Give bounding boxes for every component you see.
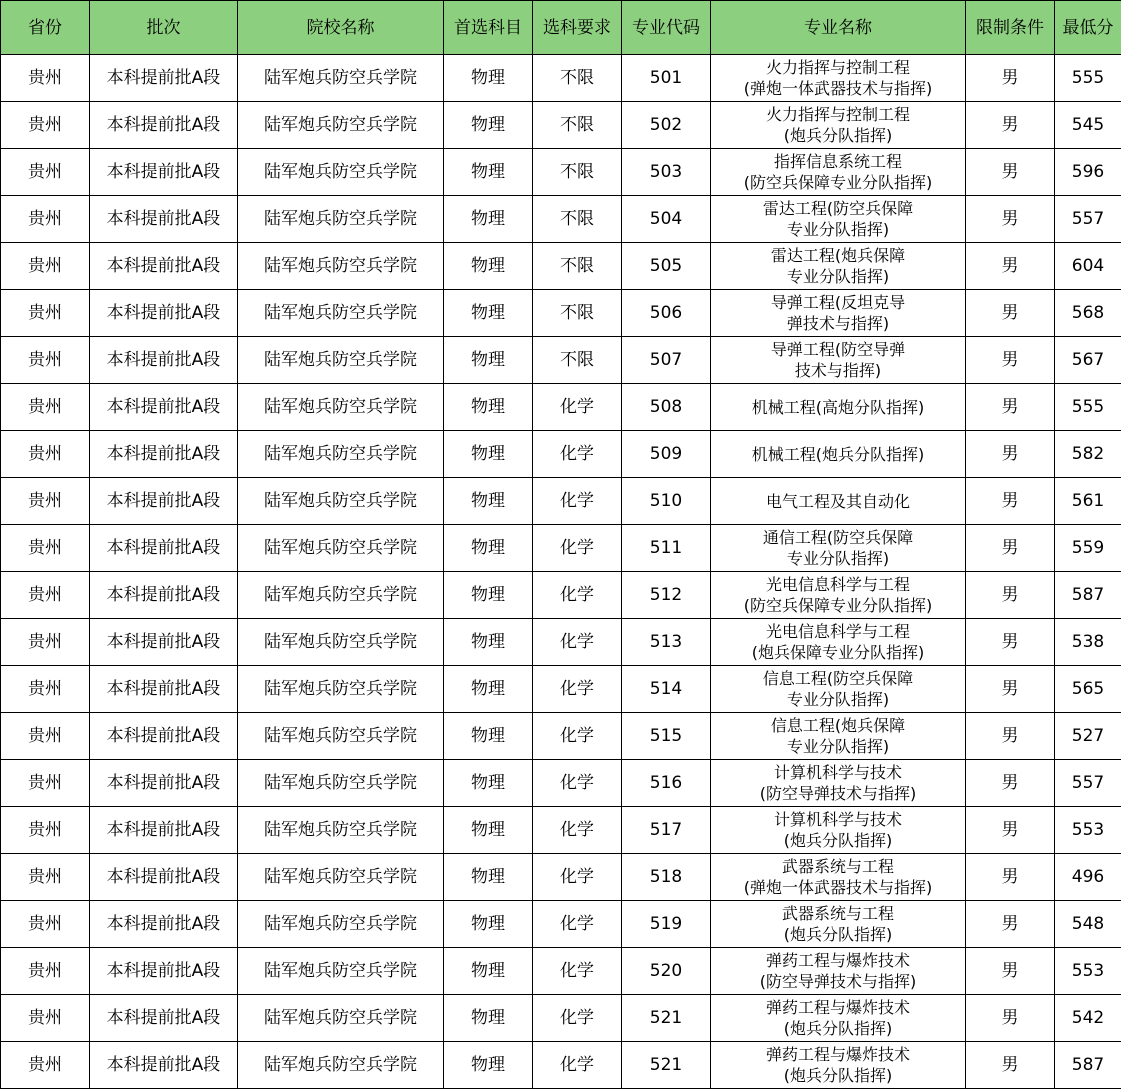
- cell-limit: 男: [966, 196, 1055, 243]
- cell-school: 陆军炮兵防空兵学院: [238, 525, 444, 572]
- cell-first-subject: 物理: [444, 431, 533, 478]
- cell-province: 贵州: [1, 901, 90, 948]
- cell-min-score: 587: [1055, 1042, 1121, 1089]
- cell-major-code: 517: [622, 807, 711, 854]
- cell-major-code: 513: [622, 619, 711, 666]
- cell-major-name: [711, 384, 966, 431]
- cell-major-code: 518: [622, 854, 711, 901]
- cell-limit: 男: [966, 760, 1055, 807]
- cell-major-code: 503: [622, 149, 711, 196]
- cell-limit: 男: [966, 102, 1055, 149]
- major-name-line-1: 信息工程(防空兵保障: [711, 668, 965, 689]
- cell-limit: 男: [966, 713, 1055, 760]
- cell-major-name: [711, 1042, 966, 1089]
- major-name-line-1: 弹药工程与爆炸技术: [711, 1044, 965, 1065]
- major-name-line-1: 机械工程(高炮分队指挥): [711, 397, 965, 418]
- major-name-line-1: 雷达工程(防空兵保障: [711, 198, 965, 219]
- cell-major-code: 512: [622, 572, 711, 619]
- cell-requirement: 化学: [533, 807, 622, 854]
- cell-school: 陆军炮兵防空兵学院: [238, 1042, 444, 1089]
- table-row: [1, 337, 1121, 384]
- major-name-line-1: 信息工程(炮兵保障: [711, 715, 965, 736]
- cell-requirement: 化学: [533, 619, 622, 666]
- major-name-line-1: 指挥信息系统工程: [711, 151, 965, 172]
- cell-min-score: 557: [1055, 760, 1121, 807]
- cell-school: 陆军炮兵防空兵学院: [238, 760, 444, 807]
- cell-province: 贵州: [1, 290, 90, 337]
- cell-batch: 本科提前批A段: [90, 55, 238, 102]
- cell-limit: 男: [966, 619, 1055, 666]
- table-header: [1, 1, 1121, 55]
- cell-min-score: 548: [1055, 901, 1121, 948]
- major-name-line-2: (弹炮一体武器技术与指挥): [711, 877, 965, 898]
- cell-limit: 男: [966, 901, 1055, 948]
- major-name-line-1: 弹药工程与爆炸技术: [711, 997, 965, 1018]
- major-name-line-2: (炮兵保障专业分队指挥): [711, 642, 965, 663]
- cell-province: 贵州: [1, 525, 90, 572]
- cell-min-score: 561: [1055, 478, 1121, 525]
- cell-first-subject: 物理: [444, 572, 533, 619]
- cell-major-code: 501: [622, 55, 711, 102]
- cell-min-score: 542: [1055, 995, 1121, 1042]
- cell-school: 陆军炮兵防空兵学院: [238, 243, 444, 290]
- cell-requirement: 不限: [533, 149, 622, 196]
- cell-school: 陆军炮兵防空兵学院: [238, 619, 444, 666]
- cell-batch: 本科提前批A段: [90, 948, 238, 995]
- cell-batch: 本科提前批A段: [90, 995, 238, 1042]
- cell-limit: 男: [966, 854, 1055, 901]
- table-row: [1, 572, 1121, 619]
- major-name-line-2: (炮兵分队指挥): [711, 830, 965, 851]
- cell-requirement: 化学: [533, 854, 622, 901]
- cell-province: 贵州: [1, 149, 90, 196]
- cell-school: 陆军炮兵防空兵学院: [238, 478, 444, 525]
- major-name-line-1: 光电信息科学与工程: [711, 621, 965, 642]
- cell-school: 陆军炮兵防空兵学院: [238, 901, 444, 948]
- table-row: [1, 55, 1121, 102]
- cell-major-name: [711, 243, 966, 290]
- cell-first-subject: 物理: [444, 1042, 533, 1089]
- cell-min-score: 553: [1055, 948, 1121, 995]
- major-name-line-2: (炮兵分队指挥): [711, 924, 965, 945]
- cell-school: 陆军炮兵防空兵学院: [238, 666, 444, 713]
- cell-limit: 男: [966, 1042, 1055, 1089]
- cell-school: 陆军炮兵防空兵学院: [238, 149, 444, 196]
- cell-limit: 男: [966, 243, 1055, 290]
- header-province: 省份: [1, 1, 90, 55]
- major-name-line-1: 电气工程及其自动化: [711, 491, 965, 512]
- major-name-line-2: (弹炮一体武器技术与指挥): [711, 78, 965, 99]
- cell-requirement: 化学: [533, 760, 622, 807]
- cell-min-score: 538: [1055, 619, 1121, 666]
- cell-batch: 本科提前批A段: [90, 478, 238, 525]
- cell-province: 贵州: [1, 854, 90, 901]
- header-school: 院校名称: [238, 1, 444, 55]
- cell-first-subject: 物理: [444, 995, 533, 1042]
- cell-first-subject: 物理: [444, 243, 533, 290]
- cell-min-score: 568: [1055, 290, 1121, 337]
- cell-requirement: 化学: [533, 995, 622, 1042]
- cell-first-subject: 物理: [444, 102, 533, 149]
- cell-school: 陆军炮兵防空兵学院: [238, 948, 444, 995]
- cell-limit: 男: [966, 149, 1055, 196]
- cell-first-subject: 物理: [444, 290, 533, 337]
- cell-major-code: 509: [622, 431, 711, 478]
- cell-batch: 本科提前批A段: [90, 243, 238, 290]
- cell-first-subject: 物理: [444, 525, 533, 572]
- cell-major-name: [711, 525, 966, 572]
- major-name-line-1: 通信工程(防空兵保障: [711, 527, 965, 548]
- cell-major-name: [711, 478, 966, 525]
- cell-province: 贵州: [1, 713, 90, 760]
- cell-first-subject: 物理: [444, 948, 533, 995]
- cell-batch: 本科提前批A段: [90, 713, 238, 760]
- cell-province: 贵州: [1, 478, 90, 525]
- cell-province: 贵州: [1, 102, 90, 149]
- cell-batch: 本科提前批A段: [90, 102, 238, 149]
- cell-province: 贵州: [1, 337, 90, 384]
- major-name-line-2: 专业分队指挥): [711, 219, 965, 240]
- cell-limit: 男: [966, 478, 1055, 525]
- cell-requirement: 不限: [533, 337, 622, 384]
- cell-limit: 男: [966, 666, 1055, 713]
- cell-major-name: [711, 807, 966, 854]
- cell-requirement: 不限: [533, 290, 622, 337]
- cell-first-subject: 物理: [444, 807, 533, 854]
- cell-first-subject: 物理: [444, 901, 533, 948]
- cell-batch: 本科提前批A段: [90, 807, 238, 854]
- cell-requirement: 不限: [533, 243, 622, 290]
- header-min-score: 最低分: [1055, 1, 1121, 55]
- cell-requirement: 化学: [533, 572, 622, 619]
- cell-major-name: [711, 948, 966, 995]
- cell-min-score: 567: [1055, 337, 1121, 384]
- cell-requirement: 不限: [533, 102, 622, 149]
- cell-requirement: 化学: [533, 1042, 622, 1089]
- cell-school: 陆军炮兵防空兵学院: [238, 807, 444, 854]
- header-requirement: 选科要求: [533, 1, 622, 55]
- cell-school: 陆军炮兵防空兵学院: [238, 995, 444, 1042]
- major-name-line-2: (炮兵分队指挥): [711, 125, 965, 146]
- major-name-line-2: 专业分队指挥): [711, 689, 965, 710]
- header-major-code: 专业代码: [622, 1, 711, 55]
- table-row: [1, 1042, 1121, 1089]
- major-name-line-2: 专业分队指挥): [711, 266, 965, 287]
- cell-requirement: 化学: [533, 525, 622, 572]
- cell-province: 贵州: [1, 948, 90, 995]
- header-first-subject: 首选科目: [444, 1, 533, 55]
- cell-min-score: 496: [1055, 854, 1121, 901]
- cell-province: 贵州: [1, 55, 90, 102]
- cell-major-name: [711, 196, 966, 243]
- major-name-line-1: 计算机科学与技术: [711, 809, 965, 830]
- cell-major-code: 504: [622, 196, 711, 243]
- major-name-line-2: (防空导弹技术与指挥): [711, 971, 965, 992]
- cell-requirement: 化学: [533, 666, 622, 713]
- cell-province: 贵州: [1, 619, 90, 666]
- cell-major-name: [711, 337, 966, 384]
- cell-major-name: [711, 760, 966, 807]
- cell-limit: 男: [966, 290, 1055, 337]
- cell-major-name: [711, 149, 966, 196]
- cell-major-name: [711, 619, 966, 666]
- major-name-line-2: 弹技术与指挥): [711, 313, 965, 334]
- cell-first-subject: 物理: [444, 196, 533, 243]
- major-name-line-2: (防空兵保障专业分队指挥): [711, 595, 965, 616]
- cell-major-name: [711, 55, 966, 102]
- header-batch: 批次: [90, 1, 238, 55]
- major-name-line-1: 弹药工程与爆炸技术: [711, 950, 965, 971]
- table-row: [1, 807, 1121, 854]
- table-row: [1, 525, 1121, 572]
- cell-min-score: 555: [1055, 55, 1121, 102]
- cell-major-name: [711, 572, 966, 619]
- table-row: [1, 102, 1121, 149]
- cell-limit: 男: [966, 995, 1055, 1042]
- cell-first-subject: 物理: [444, 149, 533, 196]
- table-body: [1, 55, 1121, 1089]
- cell-first-subject: 物理: [444, 384, 533, 431]
- cell-major-code: 511: [622, 525, 711, 572]
- cell-school: 陆军炮兵防空兵学院: [238, 431, 444, 478]
- major-name-line-1: 导弹工程(反坦克导: [711, 292, 965, 313]
- cell-requirement: 化学: [533, 384, 622, 431]
- cell-batch: 本科提前批A段: [90, 666, 238, 713]
- cell-min-score: 527: [1055, 713, 1121, 760]
- header-major-name: 专业名称: [711, 1, 966, 55]
- cell-batch: 本科提前批A段: [90, 901, 238, 948]
- table-row: [1, 384, 1121, 431]
- cell-province: 贵州: [1, 243, 90, 290]
- cell-min-score: 545: [1055, 102, 1121, 149]
- table-row: [1, 713, 1121, 760]
- table-row: [1, 196, 1121, 243]
- major-name-line-1: 火力指挥与控制工程: [711, 104, 965, 125]
- cell-batch: 本科提前批A段: [90, 431, 238, 478]
- cell-major-code: 514: [622, 666, 711, 713]
- cell-major-code: 521: [622, 1042, 711, 1089]
- cell-first-subject: 物理: [444, 55, 533, 102]
- cell-batch: 本科提前批A段: [90, 525, 238, 572]
- table-row: [1, 290, 1121, 337]
- cell-province: 贵州: [1, 807, 90, 854]
- cell-major-name: [711, 102, 966, 149]
- table-row: [1, 854, 1121, 901]
- cell-min-score: 559: [1055, 525, 1121, 572]
- cell-major-name: [711, 666, 966, 713]
- cell-major-code: 519: [622, 901, 711, 948]
- cell-first-subject: 物理: [444, 760, 533, 807]
- cell-requirement: 化学: [533, 948, 622, 995]
- cell-major-code: 505: [622, 243, 711, 290]
- cell-min-score: 557: [1055, 196, 1121, 243]
- table-row: [1, 901, 1121, 948]
- cell-min-score: 582: [1055, 431, 1121, 478]
- cell-major-code: 502: [622, 102, 711, 149]
- table-row: [1, 948, 1121, 995]
- cell-province: 贵州: [1, 995, 90, 1042]
- cell-batch: 本科提前批A段: [90, 384, 238, 431]
- major-name-line-2: 技术与指挥): [711, 360, 965, 381]
- table-row: [1, 666, 1121, 713]
- cell-first-subject: 物理: [444, 713, 533, 760]
- cell-major-code: 515: [622, 713, 711, 760]
- major-name-line-1: 武器系统与工程: [711, 856, 965, 877]
- table-row: [1, 760, 1121, 807]
- cell-major-name: [711, 901, 966, 948]
- cell-province: 贵州: [1, 666, 90, 713]
- table-row: [1, 478, 1121, 525]
- major-name-line-1: 计算机科学与技术: [711, 762, 965, 783]
- table-row: [1, 431, 1121, 478]
- cell-major-code: 521: [622, 995, 711, 1042]
- major-name-line-1: 武器系统与工程: [711, 903, 965, 924]
- major-name-line-2: (炮兵分队指挥): [711, 1065, 965, 1086]
- cell-requirement: 不限: [533, 55, 622, 102]
- header-limit: 限制条件: [966, 1, 1055, 55]
- major-name-line-1: 火力指挥与控制工程: [711, 57, 965, 78]
- cell-requirement: 化学: [533, 901, 622, 948]
- major-name-line-1: 雷达工程(炮兵保障: [711, 245, 965, 266]
- cell-major-code: 516: [622, 760, 711, 807]
- major-name-line-2: 专业分队指挥): [711, 548, 965, 569]
- table-row: [1, 619, 1121, 666]
- cell-requirement: 化学: [533, 431, 622, 478]
- cell-school: 陆军炮兵防空兵学院: [238, 290, 444, 337]
- cell-limit: 男: [966, 431, 1055, 478]
- cell-first-subject: 物理: [444, 854, 533, 901]
- cell-major-code: 507: [622, 337, 711, 384]
- cell-major-code: 508: [622, 384, 711, 431]
- major-name-line-2: (防空导弹技术与指挥): [711, 783, 965, 804]
- cell-requirement: 化学: [533, 713, 622, 760]
- cell-limit: 男: [966, 525, 1055, 572]
- cell-min-score: 604: [1055, 243, 1121, 290]
- cell-batch: 本科提前批A段: [90, 290, 238, 337]
- cell-school: 陆军炮兵防空兵学院: [238, 854, 444, 901]
- cell-school: 陆军炮兵防空兵学院: [238, 337, 444, 384]
- cell-limit: 男: [966, 572, 1055, 619]
- cell-province: 贵州: [1, 572, 90, 619]
- cell-major-code: 520: [622, 948, 711, 995]
- cell-batch: 本科提前批A段: [90, 760, 238, 807]
- header-row: [1, 1, 1121, 55]
- major-name-line-2: (防空兵保障专业分队指挥): [711, 172, 965, 193]
- cell-major-name: [711, 995, 966, 1042]
- cell-min-score: 553: [1055, 807, 1121, 854]
- cell-requirement: 不限: [533, 196, 622, 243]
- cell-major-name: [711, 713, 966, 760]
- cell-school: 陆军炮兵防空兵学院: [238, 384, 444, 431]
- table-row: [1, 995, 1121, 1042]
- cell-min-score: 587: [1055, 572, 1121, 619]
- cell-school: 陆军炮兵防空兵学院: [238, 572, 444, 619]
- cell-requirement: 化学: [533, 478, 622, 525]
- cell-limit: 男: [966, 55, 1055, 102]
- cell-province: 贵州: [1, 384, 90, 431]
- cell-batch: 本科提前批A段: [90, 572, 238, 619]
- cell-province: 贵州: [1, 1042, 90, 1089]
- cell-major-code: 510: [622, 478, 711, 525]
- cell-major-name: [711, 290, 966, 337]
- table-row: [1, 149, 1121, 196]
- cell-province: 贵州: [1, 431, 90, 478]
- major-name-line-2: 专业分队指挥): [711, 736, 965, 757]
- cell-school: 陆军炮兵防空兵学院: [238, 196, 444, 243]
- cell-min-score: 596: [1055, 149, 1121, 196]
- cell-limit: 男: [966, 948, 1055, 995]
- cell-first-subject: 物理: [444, 666, 533, 713]
- cell-min-score: 555: [1055, 384, 1121, 431]
- cell-batch: 本科提前批A段: [90, 196, 238, 243]
- table-row: [1, 243, 1121, 290]
- cell-province: 贵州: [1, 760, 90, 807]
- cell-school: 陆军炮兵防空兵学院: [238, 55, 444, 102]
- cell-major-code: 506: [622, 290, 711, 337]
- cell-major-name: [711, 854, 966, 901]
- cell-limit: 男: [966, 807, 1055, 854]
- cell-min-score: 565: [1055, 666, 1121, 713]
- cell-school: 陆军炮兵防空兵学院: [238, 713, 444, 760]
- cell-first-subject: 物理: [444, 337, 533, 384]
- cell-batch: 本科提前批A段: [90, 149, 238, 196]
- cell-school: 陆军炮兵防空兵学院: [238, 102, 444, 149]
- cell-first-subject: 物理: [444, 478, 533, 525]
- cell-batch: 本科提前批A段: [90, 854, 238, 901]
- major-name-line-1: 光电信息科学与工程: [711, 574, 965, 595]
- cell-limit: 男: [966, 384, 1055, 431]
- major-name-line-1: 导弹工程(防空导弹: [711, 339, 965, 360]
- cell-province: 贵州: [1, 196, 90, 243]
- cell-major-name: [711, 431, 966, 478]
- cell-batch: 本科提前批A段: [90, 337, 238, 384]
- cell-limit: 男: [966, 337, 1055, 384]
- cell-batch: 本科提前批A段: [90, 1042, 238, 1089]
- major-name-line-2: (炮兵分队指挥): [711, 1018, 965, 1039]
- cell-batch: 本科提前批A段: [90, 619, 238, 666]
- cell-first-subject: 物理: [444, 619, 533, 666]
- major-name-line-1: 机械工程(炮兵分队指挥): [711, 444, 965, 465]
